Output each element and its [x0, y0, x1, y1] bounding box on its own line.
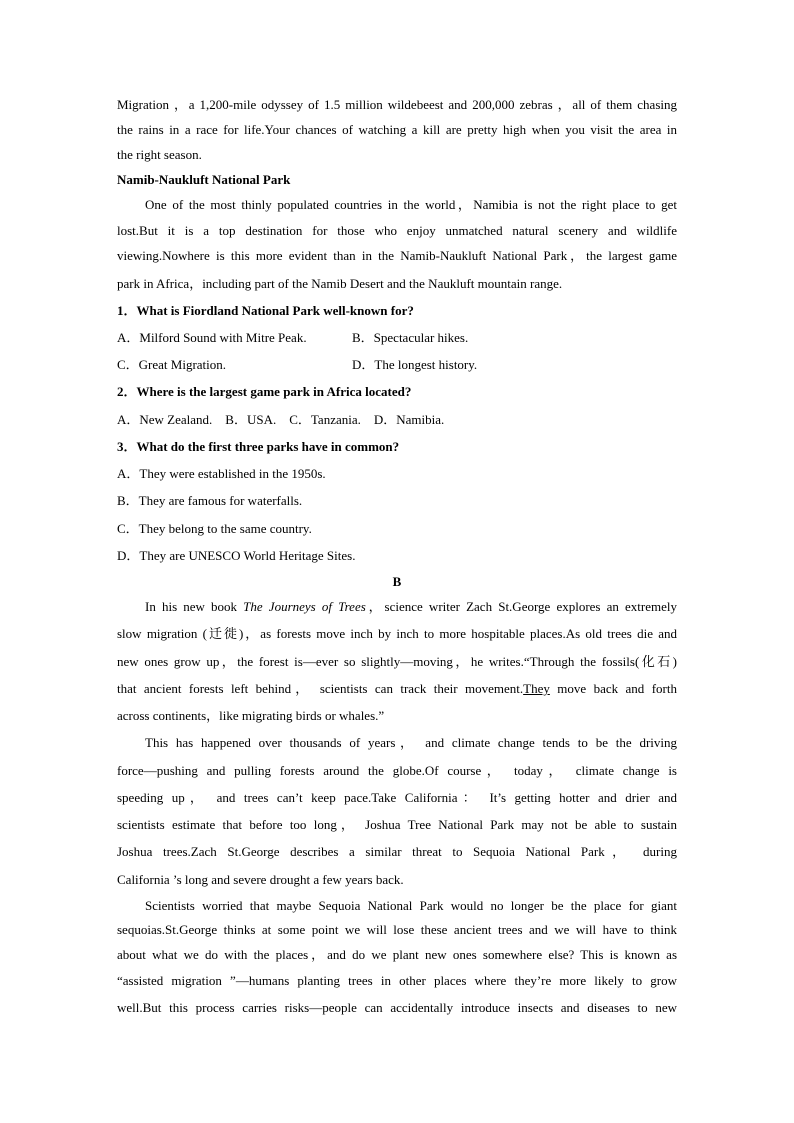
question-2-stem: 2．Where is the largest game park in Africa located? [117, 384, 412, 399]
p1-line-1-post: ，science writer Zach St.George explores an extremely [365, 599, 677, 614]
p3-line-5: well.But this process carries risks—people can accidentally introduce insects and diseases to new [117, 1000, 677, 1015]
p2-line-3: speeding up， and trees can’t keep pace.Take California： It’s getting hotter and drier and [117, 790, 677, 805]
p1-line-1-pre: In his new book [145, 599, 244, 614]
p1-line-4-pre: that ancient forests left behind， scientists can track their movement. [117, 681, 524, 696]
p3-line-2: sequoias.St.George thinks at some point we will lose these ancient trees and we will have to think [117, 922, 677, 937]
q3-option-d: D．They are UNESCO World Heritage Sites. [117, 548, 356, 563]
migration-line-2: the rains in a race for life.Your chances of watching a kill are pretty high when you visit the area in [117, 122, 677, 137]
question-3-stem: 3．What do the first three parks have in common? [117, 439, 400, 454]
namib-line-3: viewing.Nowhere is this more evident than in the Namib-Naukluft National Park，the largest game [117, 248, 677, 263]
p1-line-3: new ones grow up，the forest is—ever so slightly—moving，he writes.“Through the fossils(化石) [117, 654, 677, 669]
passage-b-heading: B [392, 574, 402, 589]
p2-line-6: California ’s long and severe drought a few years back. [117, 872, 404, 887]
book-title: The Journeys of Trees [243, 599, 366, 614]
namib-line-2: lost.But it is a top destination for those who enjoy unmatched natural scenery and wildlife [117, 223, 677, 238]
p1-line-5: across continents，like migrating birds or whales.” [117, 708, 385, 723]
q1-option-d: D．The longest history. [352, 357, 478, 372]
question-1-stem: 1．What is Fiordland National Park well-known for? [117, 303, 414, 318]
migration-line-3: the right season. [117, 147, 202, 162]
p3-line-3: about what we do with the places，and do we plant new ones somewhere else? This is known as [117, 947, 677, 962]
p2-line-5: Joshua trees.Zach St.George describes a similar threat to Sequoia National Park， during [117, 844, 677, 859]
p1-line-1 [145, 597, 677, 617]
namib-heading: Namib-Naukluft National Park [117, 172, 291, 187]
p2-line-1: This has happened over thousands of years， and climate change tends to be the driving [145, 735, 677, 750]
q1-option-a: A．Milford Sound with Mitre Peak. [117, 330, 307, 345]
p3-line-4: “assisted migration ”—humans planting trees in other places where they’re more likely to grow [117, 973, 677, 988]
p3-line-1: Scientists worried that maybe Sequoia National Park would no longer be the place for giant [145, 898, 677, 913]
namib-line-1: One of the most thinly populated countries in the world，Namibia is not the right place to get [145, 197, 677, 212]
q1-option-c: C．Great Migration. [117, 357, 227, 372]
q1-option-b: B．Spectacular hikes. [352, 330, 469, 345]
p1-line-4-post: move back and forth [549, 681, 677, 696]
q3-option-b: B．They are famous for waterfalls. [117, 493, 303, 508]
p1-line-4 [117, 679, 677, 699]
q3-option-c: C．They belong to the same country. [117, 521, 312, 536]
q2-options: A．New Zealand. B．USA. C．Tanzania. D．Namibia. [117, 412, 445, 427]
q3-option-a: A．They were established in the 1950s. [117, 466, 326, 481]
namib-line-4: park in Africa，including part of the Namib Desert and the Naukluft mountain range. [117, 276, 563, 291]
p2-line-2: force—pushing and pulling forests around the globe.Of course， today， climate change is [117, 763, 677, 778]
p2-line-4: scientists estimate that before too long， Joshua Tree National Park may not be able to sustain [117, 817, 677, 832]
p1-line-2: slow migration (迁徙)，as forests move inch by inch to more hospitable places.As old trees die and [117, 626, 677, 641]
migration-line-1: Migration ，a 1,200-mile odyssey of 1.5 million wildebeest and 200,000 zebras ，all of them chasing [117, 97, 677, 112]
underlined-they: They [523, 681, 550, 696]
